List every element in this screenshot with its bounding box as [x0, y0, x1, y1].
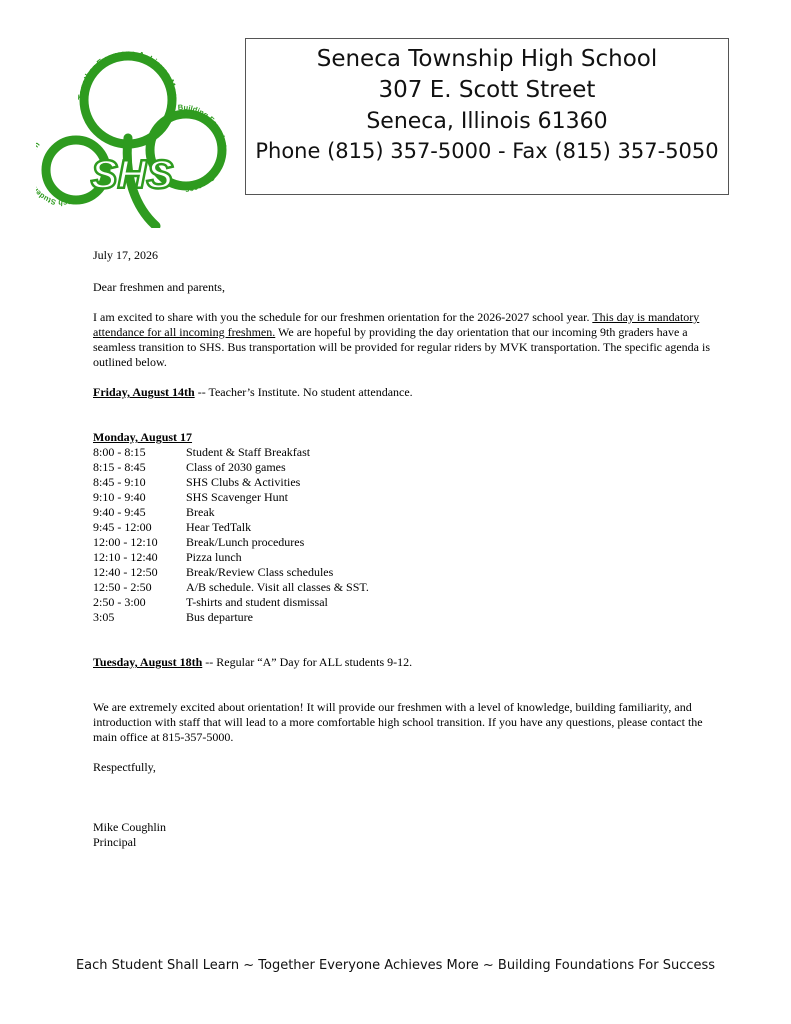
tuesday-text: -- Regular “A” Day for ALL students 9-12. [202, 655, 413, 669]
schedule-activity: A/B schedule. Visit all classes & SST. [186, 580, 369, 594]
schedule-activity: Pizza lunch [186, 550, 242, 564]
schedule-activity: Break [186, 505, 215, 519]
shamrock-logo-graphic [36, 38, 236, 228]
schedule-row [93, 475, 713, 490]
intro-paragraph [93, 310, 713, 370]
tuesday-line [93, 655, 713, 670]
schedule-time: 8:15 - 8:45 [93, 460, 146, 474]
logo-ring-text-right: Building Foundations For Success [177, 102, 229, 196]
monday-heading: Monday, August 17 [93, 430, 193, 444]
logo-letters: SHS [90, 153, 174, 197]
schedule-time: 12:50 - 2:50 [93, 580, 152, 594]
letter-salutation: Dear freshmen and parents, [93, 280, 225, 294]
schedule-time: 9:10 - 9:40 [93, 490, 146, 504]
schedule-time: 2:50 - 3:00 [93, 595, 146, 609]
schedule-row [93, 580, 713, 595]
schedule-activity: SHS Clubs & Activities [186, 475, 301, 489]
school-street: 307 E. Scott Street [378, 77, 596, 103]
letterhead-box [245, 38, 729, 195]
schedule-row [93, 595, 713, 610]
schedule-row [93, 535, 713, 550]
schedule-row [93, 490, 713, 505]
schedule-row [93, 520, 713, 535]
closing-paragraph: We are extremely excited about orientation! It will provide our freshmen with a level of knowledge, building familiarity, and introduction with staff that will lead to a more comfortable high school transition. If you have any questions, please contact the main office at 815-357-5000. [93, 700, 703, 744]
school-city: Seneca, Illinois 61360 [366, 109, 608, 134]
signer-name: Mike Coughlin [93, 820, 167, 834]
schedule-time: 12:40 - 12:50 [93, 565, 158, 579]
logo-ring-text-top: Together Everyone Achieves More [75, 47, 181, 101]
schedule-activity: Break/Lunch procedures [186, 535, 305, 549]
schedule-row [93, 445, 713, 460]
schedule-row [93, 460, 713, 475]
letter-date: July 17, 2026 [93, 248, 159, 262]
schedule-time: 9:40 - 9:45 [93, 505, 146, 519]
schedule-time: 9:45 - 12:00 [93, 520, 152, 534]
signer-title: Principal [93, 835, 137, 849]
signoff: Respectfully, [93, 760, 156, 774]
schedule-activity: T-shirts and student dismissal [186, 595, 328, 609]
schedule-activity: Bus departure [186, 610, 253, 624]
schedule-row [93, 550, 713, 565]
schedule-activity: SHS Scavenger Hunt [186, 490, 288, 504]
intro-text-1: I am excited to share with you the schedule for our freshmen orientation for the 2026-2027 school year. [93, 310, 593, 324]
school-logo [36, 38, 236, 228]
schedule-activity: Hear TedTalk [186, 520, 252, 534]
schedule-time: 8:00 - 8:15 [93, 445, 146, 459]
letter-body [93, 248, 713, 850]
schedule-row [93, 505, 713, 520]
friday-line [93, 385, 713, 400]
schedule-activity: Break/Review Class schedules [186, 565, 334, 579]
schedule-row [93, 610, 713, 625]
intro-text-2: We are hopeful by providing the day orientation that our incoming 9th graders have a seamless transition to SHS. Bus transportation will be provided for regular riders by MVK transportation. The specific agenda is outlined below. [93, 325, 710, 369]
friday-label: Friday, August 14th [93, 385, 195, 399]
schedule-time: 12:00 - 12:10 [93, 535, 158, 549]
mandatory-notice: This day is mandatory attendance for all incoming freshmen. [93, 310, 700, 339]
school-phone-fax: Phone (815) 357-5000 - Fax (815) 357-5050 [255, 139, 719, 163]
schedule-activity: Class of 2030 games [186, 460, 286, 474]
schedule-time: 8:45 - 9:10 [93, 475, 146, 489]
footer-motto: Each Student Shall Learn ~ Together Everyone Achieves More ~ Building Foundations For Success [75, 958, 716, 973]
friday-text: -- Teacher’s Institute. No student attendance. [194, 385, 413, 399]
tuesday-label: Tuesday, August 18th [93, 655, 203, 669]
schedule-time: 12:10 - 12:40 [93, 550, 158, 564]
schedule-time: 3:05 [93, 610, 115, 624]
logo-ring-text-left: Each Stud [37, 191, 79, 208]
schedule-activity: Student & Staff Breakfast [186, 445, 311, 459]
schedule-row [93, 565, 713, 580]
monday-schedule [93, 445, 713, 625]
school-name: Seneca Township High School [316, 46, 658, 72]
